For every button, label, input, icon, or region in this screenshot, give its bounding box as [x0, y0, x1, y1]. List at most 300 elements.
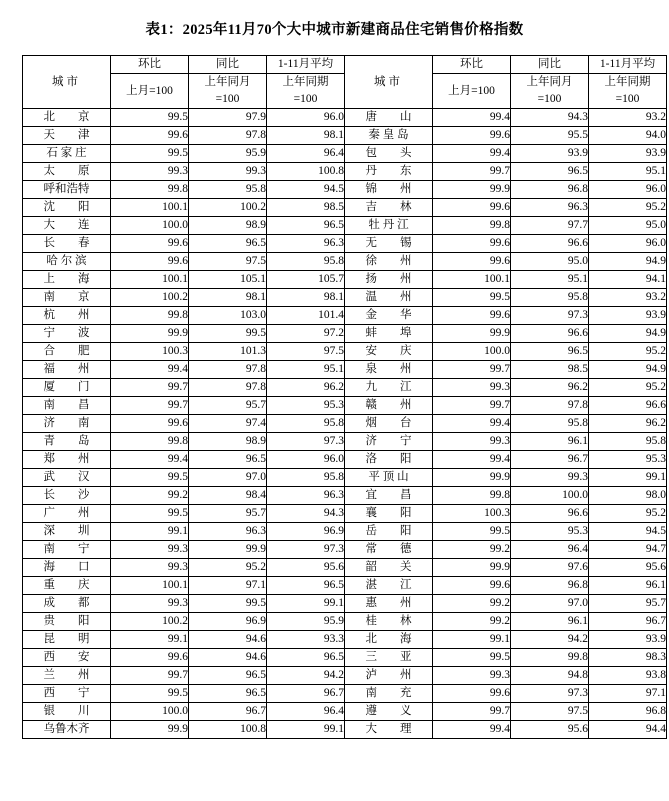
mom-value-right: 99.4 [433, 721, 511, 739]
yoy-value-left: 95.7 [189, 397, 267, 415]
table-row [23, 577, 667, 595]
yoy-value-right: 99.3 [511, 469, 589, 487]
city-name-left: 厦 门 [23, 379, 111, 397]
avg-value-left: 96.5 [267, 217, 345, 235]
yoy-value-right: 97.6 [511, 559, 589, 577]
city-name-left: 广 州 [23, 505, 111, 523]
city-name-right: 无 锡 [345, 235, 433, 253]
avg-value-left: 101.4 [267, 307, 345, 325]
table-row [23, 109, 667, 127]
city-name-left: 长 春 [23, 235, 111, 253]
avg-value-left: 98.5 [267, 199, 345, 217]
table-row [23, 325, 667, 343]
avg-value-right: 93.9 [589, 307, 667, 325]
avg-value-left: 96.4 [267, 703, 345, 721]
yoy-value-left: 99.3 [189, 163, 267, 181]
mom-value-right: 99.8 [433, 217, 511, 235]
mom-value-left: 99.8 [111, 433, 189, 451]
header-yoy-base-left [189, 74, 267, 109]
city-name-right: 桂 林 [345, 613, 433, 631]
yoy-value-right: 95.1 [511, 271, 589, 289]
header-avg-right: 1-11月平均 [589, 56, 667, 74]
table-row [23, 505, 667, 523]
mom-value-right: 99.4 [433, 145, 511, 163]
city-name-left: 长 沙 [23, 487, 111, 505]
city-name-right: 丹 东 [345, 163, 433, 181]
mom-value-right: 99.7 [433, 361, 511, 379]
avg-value-left: 100.8 [267, 163, 345, 181]
avg-value-left: 94.5 [267, 181, 345, 199]
avg-value-right: 96.7 [589, 613, 667, 631]
avg-value-left: 96.5 [267, 577, 345, 595]
table-row [23, 685, 667, 703]
yoy-value-right: 97.0 [511, 595, 589, 613]
avg-value-left: 94.2 [267, 667, 345, 685]
yoy-value-left: 97.5 [189, 253, 267, 271]
city-name-left: 太 原 [23, 163, 111, 181]
mom-value-right: 99.8 [433, 487, 511, 505]
table-row [23, 451, 667, 469]
city-name-right: 泉 州 [345, 361, 433, 379]
city-name-right: 大 理 [345, 721, 433, 739]
avg-value-right: 95.2 [589, 505, 667, 523]
avg-value-left: 96.5 [267, 649, 345, 667]
header-mom-left: 环比 [111, 56, 189, 74]
yoy-value-left: 97.8 [189, 361, 267, 379]
mom-value-right: 99.2 [433, 541, 511, 559]
mom-value-left: 99.2 [111, 487, 189, 505]
avg-value-right: 95.3 [589, 451, 667, 469]
avg-value-right: 96.0 [589, 235, 667, 253]
city-name-right: 济 宁 [345, 433, 433, 451]
avg-value-right: 94.5 [589, 523, 667, 541]
city-name-left: 武 汉 [23, 469, 111, 487]
yoy-value-right: 96.6 [511, 325, 589, 343]
avg-value-right: 96.8 [589, 703, 667, 721]
yoy-value-left: 96.3 [189, 523, 267, 541]
yoy-value-right: 100.0 [511, 487, 589, 505]
avg-value-left: 96.3 [267, 487, 345, 505]
header-yoy-base-right [511, 74, 589, 109]
yoy-value-left: 97.1 [189, 577, 267, 595]
mom-value-right: 99.9 [433, 469, 511, 487]
mom-value-left: 99.1 [111, 631, 189, 649]
mom-value-left: 100.1 [111, 271, 189, 289]
city-name-right: 徐 州 [345, 253, 433, 271]
city-name-right: 牡 丹 江 [345, 217, 433, 235]
avg-value-left: 97.2 [267, 325, 345, 343]
city-name-left: 天 津 [23, 127, 111, 145]
mom-value-right: 99.6 [433, 199, 511, 217]
avg-value-left: 93.3 [267, 631, 345, 649]
city-name-right: 扬 州 [345, 271, 433, 289]
yoy-value-right: 96.8 [511, 577, 589, 595]
city-name-right: 秦 皇 岛 [345, 127, 433, 145]
avg-value-left: 95.8 [267, 469, 345, 487]
city-name-right: 惠 州 [345, 595, 433, 613]
table-row [23, 721, 667, 739]
yoy-value-right: 95.8 [511, 415, 589, 433]
city-name-right: 烟 台 [345, 415, 433, 433]
avg-value-left: 97.5 [267, 343, 345, 361]
table-row [23, 595, 667, 613]
yoy-value-left: 97.0 [189, 469, 267, 487]
header-city-right: 城市 [345, 56, 433, 109]
header-yoy-base-left-line1: 上年同月 [204, 76, 251, 88]
city-name-right: 吉 林 [345, 199, 433, 217]
avg-value-left: 96.9 [267, 523, 345, 541]
city-name-left: 杭 州 [23, 307, 111, 325]
yoy-value-left: 95.7 [189, 505, 267, 523]
header-yoy-base-right-line2: =100 [537, 93, 562, 105]
avg-value-left: 105.7 [267, 271, 345, 289]
mom-value-left: 99.8 [111, 307, 189, 325]
header-avg-base-right-line1: 上年同期 [604, 76, 651, 88]
mom-value-left: 100.1 [111, 199, 189, 217]
city-name-left: 西 宁 [23, 685, 111, 703]
city-name-right: 襄 阳 [345, 505, 433, 523]
city-name-left: 海 口 [23, 559, 111, 577]
yoy-value-left: 97.8 [189, 127, 267, 145]
avg-value-right: 98.3 [589, 649, 667, 667]
table-row [23, 343, 667, 361]
avg-value-right: 94.7 [589, 541, 667, 559]
table-row [23, 145, 667, 163]
mom-value-left: 100.2 [111, 289, 189, 307]
header-avg-base-left [267, 74, 345, 109]
avg-value-left: 96.4 [267, 145, 345, 163]
yoy-value-right: 93.9 [511, 145, 589, 163]
avg-value-right: 94.9 [589, 253, 667, 271]
mom-value-right: 100.1 [433, 271, 511, 289]
header-avg-base-right [589, 74, 667, 109]
yoy-value-left: 97.8 [189, 379, 267, 397]
avg-value-right: 93.2 [589, 109, 667, 127]
avg-value-left: 96.0 [267, 109, 345, 127]
table-row [23, 271, 667, 289]
mom-value-left: 99.7 [111, 667, 189, 685]
yoy-value-left: 99.9 [189, 541, 267, 559]
avg-value-right: 94.9 [589, 361, 667, 379]
yoy-value-right: 96.6 [511, 505, 589, 523]
avg-value-left: 98.1 [267, 127, 345, 145]
table-header [23, 56, 667, 109]
city-name-right: 赣 州 [345, 397, 433, 415]
header-mom-base-left: 上月=100 [111, 74, 189, 109]
yoy-value-right: 96.6 [511, 235, 589, 253]
mom-value-right: 99.9 [433, 181, 511, 199]
mom-value-left: 99.3 [111, 595, 189, 613]
avg-value-right: 95.0 [589, 217, 667, 235]
avg-value-left: 95.8 [267, 253, 345, 271]
yoy-value-left: 98.9 [189, 433, 267, 451]
mom-value-left: 99.1 [111, 523, 189, 541]
mom-value-right: 100.3 [433, 505, 511, 523]
header-avg-base-left-line2: =100 [293, 93, 318, 105]
avg-value-right: 99.1 [589, 469, 667, 487]
mom-value-left: 99.6 [111, 235, 189, 253]
avg-value-right: 96.1 [589, 577, 667, 595]
avg-value-right: 96.2 [589, 415, 667, 433]
mom-value-right: 99.7 [433, 703, 511, 721]
mom-value-right: 99.3 [433, 433, 511, 451]
mom-value-left: 99.4 [111, 451, 189, 469]
yoy-value-left: 100.2 [189, 199, 267, 217]
yoy-value-left: 98.4 [189, 487, 267, 505]
city-name-left: 沈 阳 [23, 199, 111, 217]
mom-value-left: 99.7 [111, 397, 189, 415]
city-name-right: 韶 关 [345, 559, 433, 577]
city-name-right: 北 海 [345, 631, 433, 649]
avg-value-left: 97.3 [267, 541, 345, 559]
table-row [23, 703, 667, 721]
mom-value-left: 100.0 [111, 703, 189, 721]
mom-value-right: 99.4 [433, 415, 511, 433]
yoy-value-left: 94.6 [189, 649, 267, 667]
city-name-left: 济 南 [23, 415, 111, 433]
mom-value-right: 99.2 [433, 595, 511, 613]
city-name-left: 成 都 [23, 595, 111, 613]
city-name-left: 石 家 庄 [23, 145, 111, 163]
avg-value-left: 96.0 [267, 451, 345, 469]
mom-value-right: 99.7 [433, 397, 511, 415]
mom-value-left: 99.5 [111, 469, 189, 487]
yoy-value-left: 105.1 [189, 271, 267, 289]
mom-value-left: 99.3 [111, 541, 189, 559]
city-name-right: 泸 州 [345, 667, 433, 685]
yoy-value-right: 96.3 [511, 199, 589, 217]
avg-value-left: 99.1 [267, 721, 345, 739]
table-row [23, 307, 667, 325]
city-name-right: 金 华 [345, 307, 433, 325]
yoy-value-left: 101.3 [189, 343, 267, 361]
mom-value-left: 100.3 [111, 343, 189, 361]
mom-value-right: 99.9 [433, 559, 511, 577]
yoy-value-right: 94.8 [511, 667, 589, 685]
city-name-right: 常 德 [345, 541, 433, 559]
yoy-value-left: 98.9 [189, 217, 267, 235]
avg-value-right: 94.9 [589, 325, 667, 343]
yoy-value-left: 95.2 [189, 559, 267, 577]
avg-value-left: 96.3 [267, 235, 345, 253]
city-name-left: 银 川 [23, 703, 111, 721]
city-name-left: 深 圳 [23, 523, 111, 541]
city-name-right: 三 亚 [345, 649, 433, 667]
mom-value-right: 99.4 [433, 451, 511, 469]
city-name-left: 西 安 [23, 649, 111, 667]
mom-value-right: 99.3 [433, 379, 511, 397]
yoy-value-right: 97.5 [511, 703, 589, 721]
table-row [23, 163, 667, 181]
table-row [23, 217, 667, 235]
mom-value-left: 99.8 [111, 181, 189, 199]
header-city-left: 城市 [23, 56, 111, 109]
header-yoy-base-right-line1: 上年同月 [526, 76, 573, 88]
yoy-value-left: 103.0 [189, 307, 267, 325]
city-name-right: 宜 昌 [345, 487, 433, 505]
mom-value-left: 99.5 [111, 505, 189, 523]
yoy-value-right: 96.1 [511, 613, 589, 631]
table-row [23, 667, 667, 685]
mom-value-right: 99.4 [433, 109, 511, 127]
table-row [23, 253, 667, 271]
yoy-value-left: 96.7 [189, 703, 267, 721]
yoy-value-left: 95.8 [189, 181, 267, 199]
mom-value-left: 99.6 [111, 415, 189, 433]
price-index-table [22, 55, 667, 739]
yoy-value-left: 96.5 [189, 667, 267, 685]
avg-value-right: 95.2 [589, 379, 667, 397]
header-avg-base-right-line2: =100 [615, 93, 640, 105]
table-row [23, 523, 667, 541]
yoy-value-left: 98.1 [189, 289, 267, 307]
avg-value-left: 95.1 [267, 361, 345, 379]
yoy-value-left: 96.5 [189, 235, 267, 253]
city-name-left: 哈 尔 滨 [23, 253, 111, 271]
avg-value-right: 93.9 [589, 145, 667, 163]
city-name-left: 大 连 [23, 217, 111, 235]
mom-value-right: 99.6 [433, 577, 511, 595]
yoy-value-left: 100.8 [189, 721, 267, 739]
yoy-value-right: 96.4 [511, 541, 589, 559]
avg-value-left: 95.3 [267, 397, 345, 415]
avg-value-left: 97.3 [267, 433, 345, 451]
city-name-left: 青 岛 [23, 433, 111, 451]
yoy-value-right: 95.0 [511, 253, 589, 271]
city-name-right: 温 州 [345, 289, 433, 307]
yoy-value-right: 96.5 [511, 163, 589, 181]
table-body [23, 109, 667, 739]
mom-value-left: 99.9 [111, 721, 189, 739]
city-name-left: 郑 州 [23, 451, 111, 469]
yoy-value-right: 97.8 [511, 397, 589, 415]
city-name-left: 兰 州 [23, 667, 111, 685]
city-name-right: 九 江 [345, 379, 433, 397]
avg-value-right: 94.4 [589, 721, 667, 739]
table-row [23, 361, 667, 379]
city-name-left: 贵 阳 [23, 613, 111, 631]
yoy-value-left: 95.9 [189, 145, 267, 163]
page-title: 表1：2025年11月70个大中城市新建商品住宅销售价格指数 [145, 22, 524, 38]
table-row [23, 127, 667, 145]
mom-value-left: 99.5 [111, 109, 189, 127]
mom-value-right: 99.5 [433, 289, 511, 307]
mom-value-left: 99.3 [111, 163, 189, 181]
avg-value-right: 93.2 [589, 289, 667, 307]
yoy-value-left: 97.9 [189, 109, 267, 127]
city-name-left: 合 肥 [23, 343, 111, 361]
city-name-right: 包 头 [345, 145, 433, 163]
mom-value-right: 99.9 [433, 325, 511, 343]
table-row [23, 379, 667, 397]
yoy-value-right: 95.3 [511, 523, 589, 541]
mom-value-left: 99.7 [111, 379, 189, 397]
mom-value-left: 99.3 [111, 559, 189, 577]
yoy-value-right: 97.7 [511, 217, 589, 235]
avg-value-right: 96.0 [589, 181, 667, 199]
avg-value-right: 94.1 [589, 271, 667, 289]
avg-value-left: 96.2 [267, 379, 345, 397]
yoy-value-right: 95.8 [511, 289, 589, 307]
mom-value-right: 99.7 [433, 163, 511, 181]
city-name-right: 湛 江 [345, 577, 433, 595]
avg-value-right: 93.9 [589, 631, 667, 649]
city-name-right: 南 充 [345, 685, 433, 703]
avg-value-right: 95.2 [589, 199, 667, 217]
city-name-left: 呼和浩特 [23, 181, 111, 199]
header-yoy-base-left-line2: =100 [215, 93, 240, 105]
city-name-left: 南 京 [23, 289, 111, 307]
yoy-value-right: 94.3 [511, 109, 589, 127]
yoy-value-left: 97.4 [189, 415, 267, 433]
yoy-value-right: 98.5 [511, 361, 589, 379]
mom-value-right: 99.1 [433, 631, 511, 649]
mom-value-left: 99.6 [111, 127, 189, 145]
mom-value-left: 99.4 [111, 361, 189, 379]
table-row [23, 235, 667, 253]
mom-value-right: 99.6 [433, 307, 511, 325]
table-row [23, 397, 667, 415]
city-name-left: 宁 波 [23, 325, 111, 343]
city-name-right: 安 庆 [345, 343, 433, 361]
yoy-value-right: 99.8 [511, 649, 589, 667]
mom-value-left: 100.1 [111, 577, 189, 595]
mom-value-right: 99.6 [433, 253, 511, 271]
header-row-top [23, 56, 667, 74]
table-row [23, 631, 667, 649]
avg-value-left: 96.7 [267, 685, 345, 703]
header-yoy-right: 同比 [511, 56, 589, 74]
yoy-value-right: 97.3 [511, 307, 589, 325]
mom-value-right: 100.0 [433, 343, 511, 361]
city-name-left: 南 昌 [23, 397, 111, 415]
city-name-left: 南 宁 [23, 541, 111, 559]
yoy-value-right: 96.2 [511, 379, 589, 397]
yoy-value-right: 94.2 [511, 631, 589, 649]
avg-value-left: 95.8 [267, 415, 345, 433]
city-name-right: 蚌 埠 [345, 325, 433, 343]
yoy-value-right: 95.5 [511, 127, 589, 145]
avg-value-right: 95.2 [589, 343, 667, 361]
city-name-left: 北 京 [23, 109, 111, 127]
header-mom-right: 环比 [433, 56, 511, 74]
mom-value-right: 99.5 [433, 649, 511, 667]
city-name-right: 平 顶 山 [345, 469, 433, 487]
header-avg-base-left-line1: 上年同期 [282, 76, 329, 88]
mom-value-right: 99.6 [433, 685, 511, 703]
table-row [23, 613, 667, 631]
avg-value-right: 98.0 [589, 487, 667, 505]
avg-value-right: 95.7 [589, 595, 667, 613]
city-name-left: 上 海 [23, 271, 111, 289]
avg-value-left: 99.1 [267, 595, 345, 613]
yoy-value-left: 96.5 [189, 451, 267, 469]
yoy-value-right: 95.6 [511, 721, 589, 739]
mom-value-right: 99.5 [433, 523, 511, 541]
table-row [23, 289, 667, 307]
yoy-value-left: 99.5 [189, 595, 267, 613]
table-row [23, 415, 667, 433]
yoy-value-right: 96.7 [511, 451, 589, 469]
table-row [23, 541, 667, 559]
city-name-right: 遵 义 [345, 703, 433, 721]
yoy-value-right: 96.1 [511, 433, 589, 451]
avg-value-right: 95.1 [589, 163, 667, 181]
avg-value-left: 98.1 [267, 289, 345, 307]
table-row [23, 487, 667, 505]
mom-value-right: 99.6 [433, 235, 511, 253]
yoy-value-right: 96.8 [511, 181, 589, 199]
